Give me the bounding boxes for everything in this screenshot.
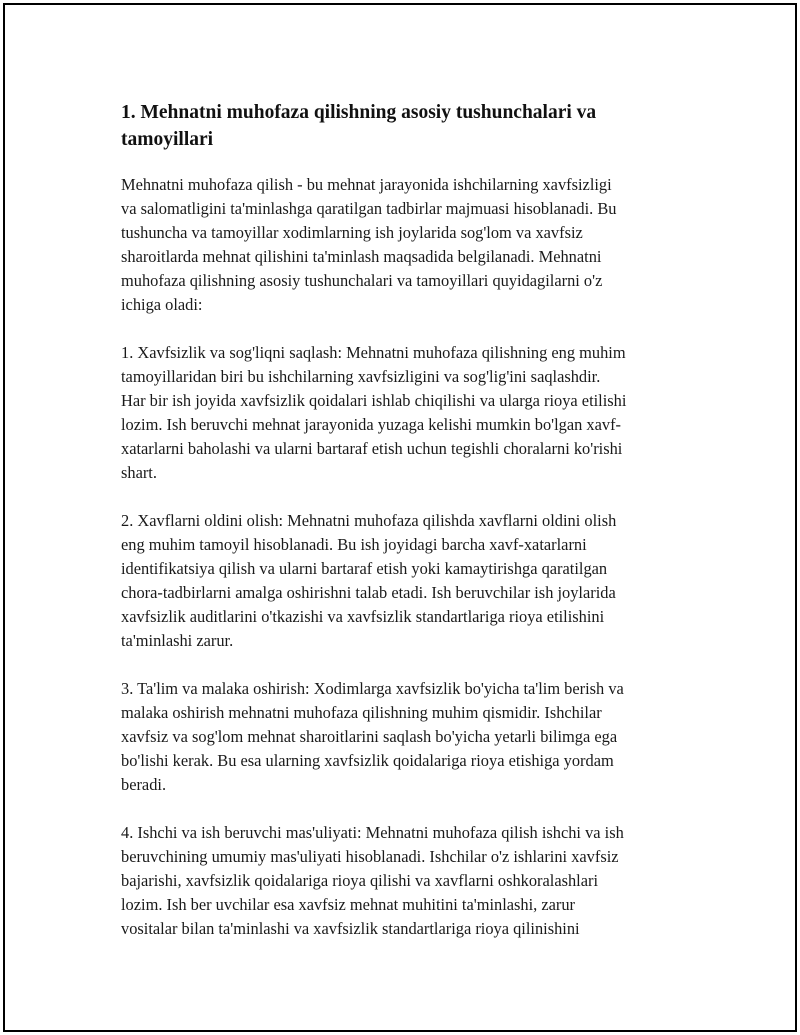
principle-paragraph-3: 3. Ta'lim va malaka oshirish: Xodimlarga xavfsizlik bo'yicha ta'lim berish va malaka oshirish mehnatni muhofaza qilishning muhim qismidir. Ishchilar xavfsiz va sog'lom mehnat sharoitlarini saqlash bo'yicha yetarli bilimga ega bo'lishi kerak. Bu esa ularning xavfsizlik qoidalariga rioya etishiga yordam beradi. [121, 679, 624, 794]
section-heading: 1. Mehnatni muhofaza qilishning asosiy tushunchalari va tamoyillari [121, 102, 597, 150]
principle-paragraph-4: 4. Ishchi va ish beruvchi mas'uliyati: Mehnatni muhofaza qilish ishchi va ish beruvchining umumiy mas'uliyati hisoblanadi. Ishchilar o'z ishlarini xavfsiz bajarishi, xavfsizlik qoidalariga rioya qilishi va xavflarni oshkoralashlari lozim. Ish ber uvchilar esa xavfsiz mehnat muhitini ta'minlashi, zarur vositalar bilan ta'minlashi va xavfsizlik standartlariga rioya qilinishini [121, 823, 624, 938]
document-body [121, 99, 693, 965]
principle-paragraph-1: 1. Xavfsizlik va sog'liqni saqlash: Mehnatni muhofaza qilishning eng muhim tamoyillaridan biri bu ishchilarning xavfsizligini va sog'lig'ini saqlashdir. Har bir ish joyida xavfsizlik qoidalari ishlab chiqilishi va ularga rioya etilishi lozim. Ish beruvchi mehnat jarayonida yuzaga kelishi mumkin bo'lgan xavf- xatarlarni baholashi va ularni bartaraf etish uchun tegishli choralarni ko'rishi shart. [121, 343, 627, 482]
principle-paragraph-2: 2. Xavflarni oldini olish: Mehnatni muhofaza qilishda xavflarni oldini olish eng muhim tamoyil hisoblanadi. Bu ish joyidagi barcha xavf-xatarlarni identifikatsiya qilish va ularni bartaraf etish yoki kamaytirishga qaratilgan chora-tadbirlarni amalga oshirishni talab etadi. Ish beruvchilar ish joylarida xavfsizlik auditlarini o'tkazishi va xavfsizlik standartlariga rioya etilishini ta'minlashi zarur. [121, 511, 617, 650]
page-frame [3, 3, 797, 1032]
intro-paragraph: Mehnatni muhofaza qilish - bu mehnat jarayonida ishchilarning xavfsizligi va salomatligini ta'minlashga qaratilgan tadbirlar majmuasi hisoblanadi. Bu tushuncha va tamoyillar xodimlarning ish joylarida sog'lom va xavfsiz sharoitlarda mehnat qilishini ta'minlash maqsadida belgilanadi. Mehnatni muhofaza qilishning asosiy tushunchalari va tamoyillari quyidagilarni o'z ichiga oladi: [121, 175, 617, 314]
